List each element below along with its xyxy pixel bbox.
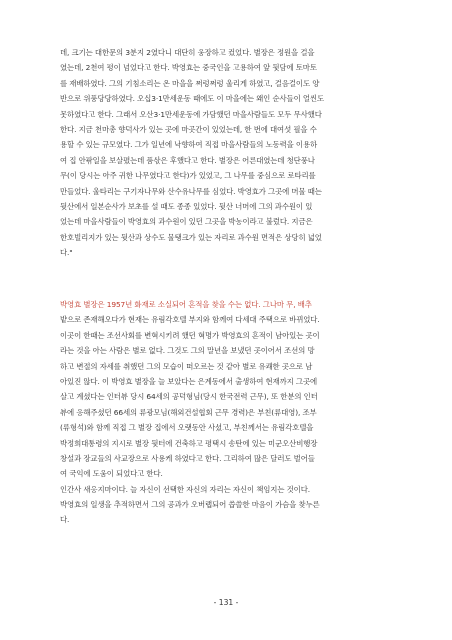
- text-line: (류형석)와 함께 직접 그 별장 집에서 오랫동안 사셨고, 부친께서는 유림각호텔을: [60, 423, 314, 433]
- text-line: 밭으로 존재해오다가 현재는 유림각호텔 부지와 함께여 다세대 주택으로 바뀌었다.: [60, 315, 320, 325]
- text-line: 만들었다. 울타리는 구기자나무와 산수유나무를 심었다. 박영효가 그곳에 머물 때는: [60, 186, 322, 196]
- text-line: 이곳이 한때는 조선사회를 변혁시키려 했던 혁명가 박영효의 흔적이 남아있는 곳이: [60, 330, 320, 340]
- highlighted-text-line: 박영효 별장은 1957년 화재로 소실되어 흔적을 찾을 수는 없다. 그나마 무, 배추: [60, 300, 312, 309]
- text-line: 박영효의 일생을 추적하면서 그의 공과가 오버랩되어 씁쓸한 마음이 가슴을 찾누른: [60, 500, 320, 510]
- text-line: 다.: [60, 515, 70, 525]
- text-line: 였는데, 2천여 평이 넘었다고 한다. 박영효는 중국인을 고용하여 앞 뒷담에 토마토: [60, 63, 317, 73]
- text-line: 창설과 장교들의 사교장으로 사용케 하였다고 한다. 그리하여 많은 달러도 벌어들: [60, 453, 315, 463]
- text-line: 박정희대통령의 지시로 별장 뒷터에 건축하고 평택시 송탄에 있는 미군오산비행장: [60, 438, 318, 448]
- text-line: 인간사 새옹지마이다. 늘 자신이 선택한 자신의 자리는 자신이 책임지는 것이다.: [60, 484, 311, 494]
- text-line: 살고 계셨다는 인터뷰 당시 64세의 공덕형님(당시 한국전력 근무), 또 한분의 인터: [60, 392, 318, 402]
- text-line: 반으로 위풍당당하였다. 오십3·1만세운동 때에도 이 마을에는 왜인 순사들이 얼씬도: [60, 94, 324, 104]
- text-line: 데, 크기는 대한문의 3분지 2였다니 대단히 웅장하고 컸었다. 별장은 정원을 걸을: [60, 48, 315, 57]
- text-line: 다.": [60, 248, 73, 258]
- text-line: 한다. 지금 천마총 향덕사가 있는 곳에 마곳간이 있었는데, 한 번에 대여섯 필을 수: [60, 124, 317, 134]
- text-line: 여 국익에 도움이 되었다고 한다.: [60, 469, 163, 479]
- text-line: 용할 수 있는 규모였다. 그가 일년에 낙향하여 직접 마을사람들의 노동력을 이용하: [60, 140, 318, 150]
- text-line: 아있진 않다. 이 박영효 별장을 늘 보았다는 은계동에서 출생하여 현재까지 그곳에: [60, 376, 318, 386]
- page-number: - 131 -: [213, 598, 239, 607]
- text-line: 무(이 당시는 아주 귀한 나무였다고 한다)가 있었고, 그 나무를 중심으로 로타리를: [60, 171, 316, 181]
- text-line: 못하였다고 한다. 그래서 오산3·1만세운동에 가담했던 마을사람들도 모두 무사했다: [60, 109, 322, 119]
- paragraph-villa-history: [60, 297, 394, 528]
- text-line: 뷰에 응해주셨던 66세의 류광모님(해외건설협회 근무 경력)은 부친(류대영), 조부: [60, 407, 317, 417]
- text-line: 여 집 안팎일을 보살폈는데 품삯은 후했다고 한다. 별장은 어른대였는데 청단풍나: [60, 155, 315, 165]
- text-line: 라는 것을 아는 사람은 별로 없다. 그것도 그의 말년을 보냈던 곳이어서 조선의 망: [60, 346, 315, 356]
- text-line: 한호빌리지가 있는 뒷산과 상수도 물탱크가 있는 자리로 과수원 면적은 상당히 넓었: [60, 232, 322, 242]
- text-line: 었는데 마을사람들이 박영효의 과수원이 있던 그곳을 박농이라고 불렀다. 지금은: [60, 217, 313, 227]
- paragraph-quote-continuation: [60, 45, 394, 260]
- text-line: 하고 변절의 자세를 취했던 그의 모습이 떠오르는 것 같아 별로 유쾌한 곳으로 남: [60, 361, 313, 371]
- text-line: 를 재배하였다. 그의 기침소리는 온 마을을 쩌렁쩌렁 울리게 하였고, 걸음걸이도 양: [60, 78, 320, 88]
- text-line: 뒷산에서 일본순사가 보초를 설 때도 종종 있었다. 뒷산 너머에 그의 과수원이 있: [60, 201, 313, 211]
